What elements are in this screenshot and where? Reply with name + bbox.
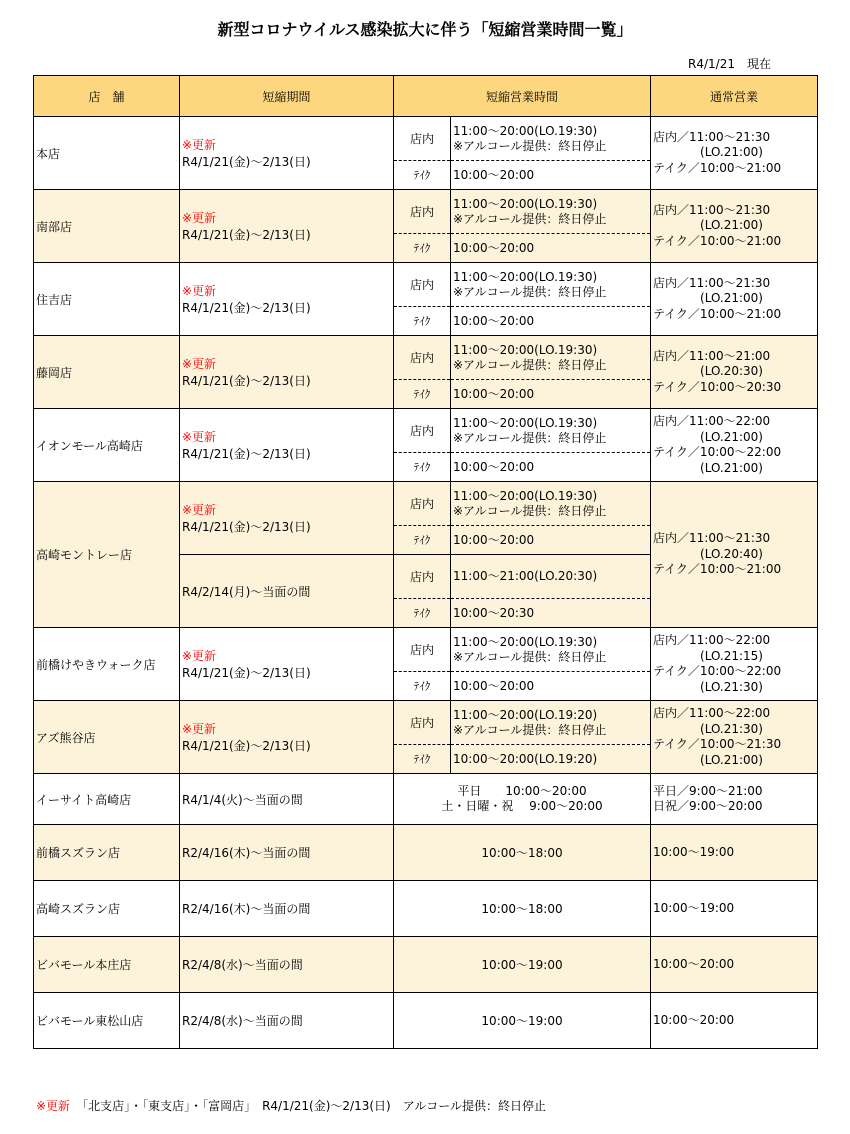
normal-hours: 10:00～20:00 (651, 937, 818, 993)
period-text: R4/2/14(月)～当面の間 (180, 555, 394, 628)
inside-hours: 11:00～20:00(LO.19:30) ※アルコール提供：終日停止 (451, 263, 651, 307)
update-mark: ※更新 (182, 284, 217, 298)
label-inside: 店内 (394, 117, 451, 161)
takeout-hours: 10:00～20:00 (451, 453, 651, 482)
store-name: 前橋スズラン店 (34, 825, 180, 881)
update-mark: ※更新 (182, 211, 217, 225)
store-name: 前橋けやきウォーク店 (34, 628, 180, 701)
period-text: R4/1/21(金)～2/13(日) (182, 739, 311, 753)
normal-hours: 10:00～19:00 (651, 881, 818, 937)
store-name: 南部店 (34, 190, 180, 263)
label-takeout: ﾃｲｸ (394, 307, 451, 336)
update-mark: ※更新 (182, 503, 217, 517)
short-hours: 平日 10:00～20:00 土・日曜・祝 9:00～20:00 (394, 774, 651, 825)
inside-hours: 11:00～20:00(LO.19:30) ※アルコール提供：終日停止 (451, 190, 651, 234)
period-text: R4/1/21(金)～2/13(日) (182, 155, 311, 169)
short-hours: 10:00～18:00 (394, 881, 651, 937)
normal-hours: 店内／11:00～21:30 (LO.21:00) テイク／10:00～21:00 (651, 190, 818, 263)
inside-hours: 11:00～20:00(LO.19:20) ※アルコール提供：終日停止 (451, 701, 651, 745)
period-text: R2/4/8(水)～当面の間 (180, 993, 394, 1049)
header-normal: 通常営業 (651, 76, 818, 117)
label-inside: 店内 (394, 263, 451, 307)
takeout-hours: 10:00～20:00 (451, 307, 651, 336)
normal-hours: 店内／11:00～21:30 (LO.20:40) テイク／10:00～21:00 (651, 482, 818, 628)
label-takeout: ﾃｲｸ (394, 161, 451, 190)
takeout-hours: 10:00～20:00 (451, 672, 651, 701)
normal-hours: 店内／11:00～21:30 (LO.21:00) テイク／10:00～21:00 (651, 263, 818, 336)
period-text: R4/1/21(金)～2/13(日) (182, 301, 311, 315)
label-takeout: ﾃｲｸ (394, 526, 451, 555)
period-text: R4/1/21(金)～2/13(日) (182, 520, 311, 534)
label-inside: 店内 (394, 628, 451, 672)
label-inside: 店内 (394, 482, 451, 526)
label-inside: 店内 (394, 190, 451, 234)
inside-hours: 11:00～20:00(LO.19:30) ※アルコール提供：終日停止 (451, 336, 651, 380)
period-cell (180, 482, 394, 555)
period-text: R2/4/16(木)～当面の間 (180, 825, 394, 881)
normal-hours: 10:00～20:00 (651, 993, 818, 1049)
header-store: 店 舗 (34, 76, 180, 117)
inside-hours: 11:00～20:00(LO.19:30) ※アルコール提供：終日停止 (451, 628, 651, 672)
takeout-hours: 10:00～20:00 (451, 380, 651, 409)
store-name: 高崎スズラン店 (34, 881, 180, 937)
period-cell (180, 701, 394, 774)
normal-hours: 平日／9:00～21:00 日祝／9:00～20:00 (651, 774, 818, 825)
update-mark: ※更新 (182, 138, 217, 152)
takeout-hours: 10:00～20:30 (451, 599, 651, 628)
period-cell (180, 190, 394, 263)
label-inside: 店内 (394, 555, 451, 599)
label-takeout: ﾃｲｸ (394, 234, 451, 263)
inside-hours: 11:00～20:00(LO.19:30) ※アルコール提供：終日停止 (451, 117, 651, 161)
short-hours: 10:00～19:00 (394, 937, 651, 993)
footer-update-mark: ※更新 (36, 1099, 71, 1113)
store-name: イーサイト高崎店 (34, 774, 180, 825)
as-of-date: R4/1/21 現在 (688, 57, 771, 71)
period-cell (180, 628, 394, 701)
period-text: R4/1/21(金)～2/13(日) (182, 666, 311, 680)
inside-hours: 11:00～20:00(LO.19:30) ※アルコール提供：終日停止 (451, 482, 651, 526)
takeout-hours: 10:00～20:00 (451, 234, 651, 263)
normal-hours: 店内／11:00～22:00 (LO.21:30) テイク／10:00～21:30 (LO.21:00) (651, 701, 818, 774)
label-inside: 店内 (394, 701, 451, 745)
period-cell (180, 263, 394, 336)
takeout-hours: 10:00～20:00(LO.19:20) (451, 745, 651, 774)
period-text: R2/4/16(木)～当面の間 (180, 881, 394, 937)
label-takeout: ﾃｲｸ (394, 380, 451, 409)
period-cell (180, 336, 394, 409)
label-takeout: ﾃｲｸ (394, 453, 451, 482)
header-short-hours: 短縮営業時間 (394, 76, 651, 117)
inside-hours: 11:00～20:00(LO.19:30) ※アルコール提供：終日停止 (451, 409, 651, 453)
header-period: 短縮期間 (180, 76, 394, 117)
store-name: 高崎モントレー店 (34, 482, 180, 628)
update-mark: ※更新 (182, 430, 217, 444)
update-mark: ※更新 (182, 722, 217, 736)
period-text: R4/1/21(金)～2/13(日) (182, 447, 311, 461)
footer-text: 「北支店」・「東支店」・「富岡店」 R4/1/21(金)～2/13(日) アルコール提供：終日停止 (76, 1099, 546, 1113)
period-text: R4/1/21(金)～2/13(日) (182, 374, 311, 388)
period-cell (180, 409, 394, 482)
store-name: ビバモール本庄店 (34, 937, 180, 993)
hours-table (33, 75, 818, 1049)
store-name: ビバモール東松山店 (34, 993, 180, 1049)
update-mark: ※更新 (182, 649, 217, 663)
inside-hours: 11:00～21:00(LO.20:30) (451, 555, 651, 599)
label-inside: 店内 (394, 409, 451, 453)
takeout-hours: 10:00～20:00 (451, 161, 651, 190)
period-text: R4/1/4(火)～当面の間 (180, 774, 394, 825)
store-name: 本店 (34, 117, 180, 190)
label-takeout: ﾃｲｸ (394, 599, 451, 628)
store-name: 藤岡店 (34, 336, 180, 409)
label-takeout: ﾃｲｸ (394, 745, 451, 774)
update-mark: ※更新 (182, 357, 217, 371)
short-hours: 10:00～18:00 (394, 825, 651, 881)
page-title: 新型コロナウイルス感染拡大に伴う「短縮営業時間一覧」 (217, 20, 633, 39)
takeout-hours: 10:00～20:00 (451, 526, 651, 555)
footer-note (36, 1097, 546, 1114)
period-text: R2/4/8(水)～当面の間 (180, 937, 394, 993)
normal-hours: 店内／11:00～22:00 (LO.21:00) テイク／10:00～22:00 (LO.21:00) (651, 409, 818, 482)
store-name: アズ熊谷店 (34, 701, 180, 774)
normal-hours: 店内／11:00～21:00 (LO.20:30) テイク／10:00～20:30 (651, 336, 818, 409)
normal-hours: 10:00～19:00 (651, 825, 818, 881)
normal-hours: 店内／11:00～21:30 (LO.21:00) テイク／10:00～21:00 (651, 117, 818, 190)
short-hours: 10:00～19:00 (394, 993, 651, 1049)
label-inside: 店内 (394, 336, 451, 380)
store-name: イオンモール高崎店 (34, 409, 180, 482)
period-cell (180, 117, 394, 190)
normal-hours: 店内／11:00～22:00 (LO.21:15) テイク／10:00～22:00 (LO.21:30) (651, 628, 818, 701)
label-takeout: ﾃｲｸ (394, 672, 451, 701)
store-name: 住吉店 (34, 263, 180, 336)
period-text: R4/1/21(金)～2/13(日) (182, 228, 311, 242)
